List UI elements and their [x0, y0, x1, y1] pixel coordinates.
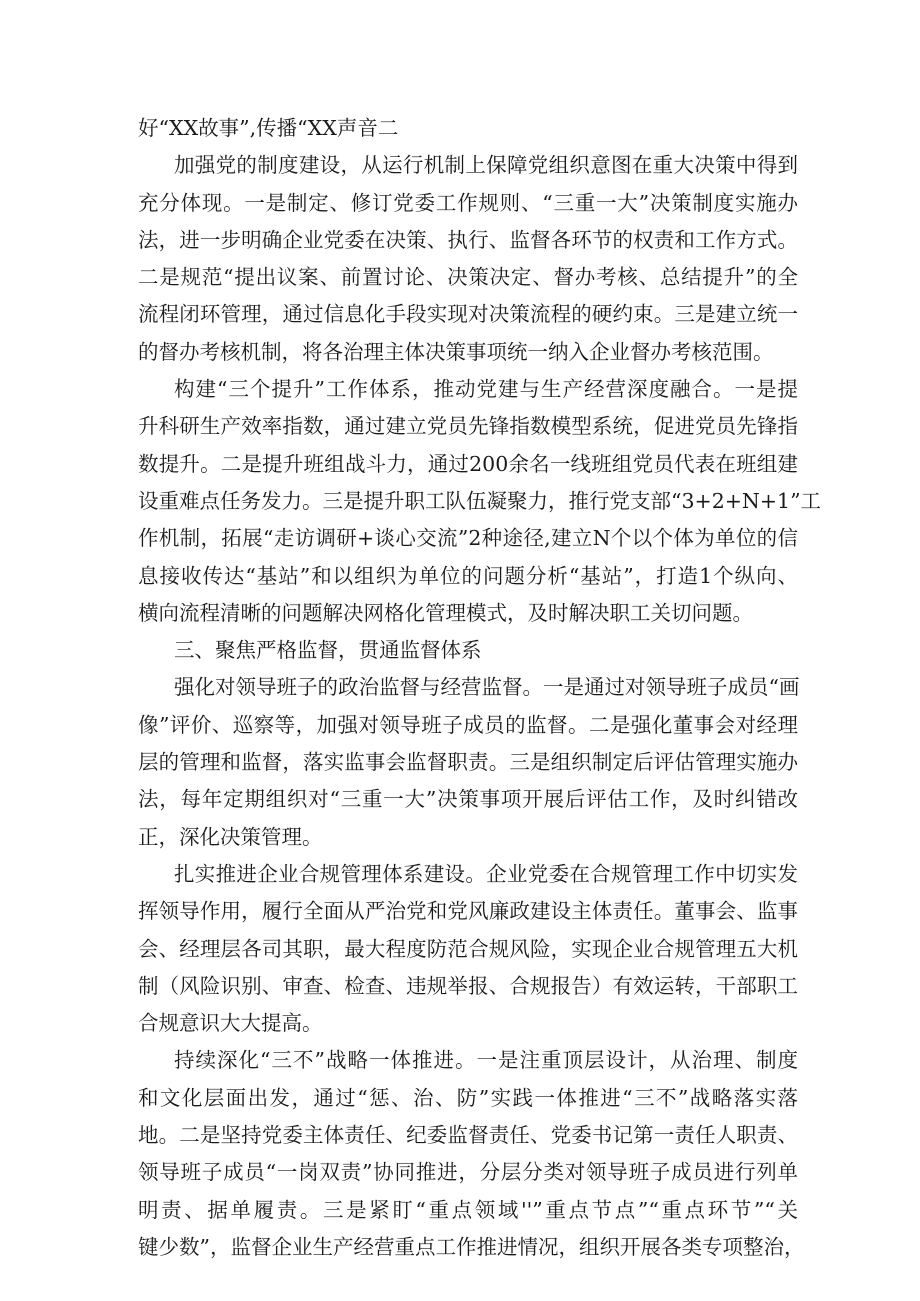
- text-line: 好“XX故事”,传播“XX声音二: [138, 116, 399, 140]
- text-line: 升科研生产效率指数，通过建立党员先锋指数模型系统，促进党员先锋指: [138, 414, 798, 439]
- text-line: 和文化层面出发，通过“惩、治、防”实践一体推进“三不”战略落实落: [138, 1085, 798, 1110]
- text-line: 强化对领导班子的政治监督与经营监督。一是通过对领导班子成员“画: [174, 675, 800, 700]
- text-line: 二是规范“提出议案、前置讨论、决策决定、督办考核、总结提升”的全: [138, 265, 798, 290]
- text-line: 法，每年定期组织对“三重一大”决策事项开展后评估工作，及时纠错改: [138, 787, 798, 812]
- text-line: 像”评价、巡察等，加强对领导班子成员的监督。二是强化董事会对经理: [138, 712, 798, 737]
- text-line: 加强党的制度建设，从运行机制上保障党组织意图在重大决策中得到: [174, 153, 798, 178]
- text-line: 制（风险识别、审查、检查、违规举报、合规报告）有效运转，干部职工: [138, 973, 798, 998]
- text-line: 的督办考核机制，将各治理主体决策事项统一纳入企业督办考核范围。: [138, 339, 774, 364]
- text-line: 数提升。二是提升班组战斗力，通过200余名一线班组党员代表在班组建: [138, 451, 798, 476]
- section-heading: 三、聚焦严格监督，贯通监督体系: [174, 638, 482, 663]
- text-line: 正，深化决策管理。: [138, 824, 323, 849]
- text-line: 流程闭环管理，通过信息化手段实现对决策流程的硬约束。三是建立统一: [138, 302, 798, 327]
- text-line: 息接收传达“基站”和以组织为单位的问题分析“基站”，打造1个纵向、: [138, 563, 798, 588]
- text-line: 充分体现。一是制定、修订党委工作规则、“三重一大”决策制度实施办: [138, 190, 798, 215]
- text-line: 作机制，拓展“走访调研+谈心交流”2种途径,建立N个以个体为单位的信: [138, 526, 798, 551]
- text-line: 合规意识大大提高。: [138, 1011, 323, 1036]
- text-line: 构建“三个提升”工作体系，推动党建与生产经营深度融合。一是提: [174, 377, 798, 402]
- text-line: 横向流程清晰的问题解决网格化管理模式，及时解决职工关切问题。: [138, 600, 753, 625]
- text-line: 挥领导作用，履行全面从严治党和党风廉政建设主体责任。董事会、监事: [138, 899, 798, 924]
- text-line: 层的管理和监督，落实监事会监督职责。三是组织制定后评估管理实施办: [138, 750, 798, 775]
- text-line: 扎实推进企业合规管理体系建设。企业党委在合规管理工作中切实发: [174, 861, 798, 886]
- text-line: 明责、据单履责。三是紧盯“重点领域''”重点节点”“重点环节”“关: [138, 1197, 798, 1222]
- text-line: 键少数”，监督企业生产经营重点工作推进情况，组织开展各类专项整治，: [138, 1234, 805, 1259]
- text-line: 地。二是坚持党委主体责任、纪委监督责任、党委书记第一责任人职责、: [138, 1123, 798, 1148]
- text-line: 领导班子成员“一岗双责”协同推进，分层分类对领导班子成员进行列单: [138, 1160, 798, 1185]
- text-line: 法，进一步明确企业党委在决策、执行、监督各环节的权责和工作方式。: [138, 227, 798, 252]
- document-body: [138, 110, 822, 1266]
- text-line: 设重难点任务发力。三是提升职工队伍凝聚力，推行党支部“3+2+N+1”工: [138, 488, 822, 513]
- text-line: 持续深化“三不”战略一体推进。一是注重顶层设计，从治理、制度: [174, 1048, 798, 1073]
- text-line: 会、经理层各司其职，最大程度防范合规风险，实现企业合规管理五大机: [138, 936, 798, 961]
